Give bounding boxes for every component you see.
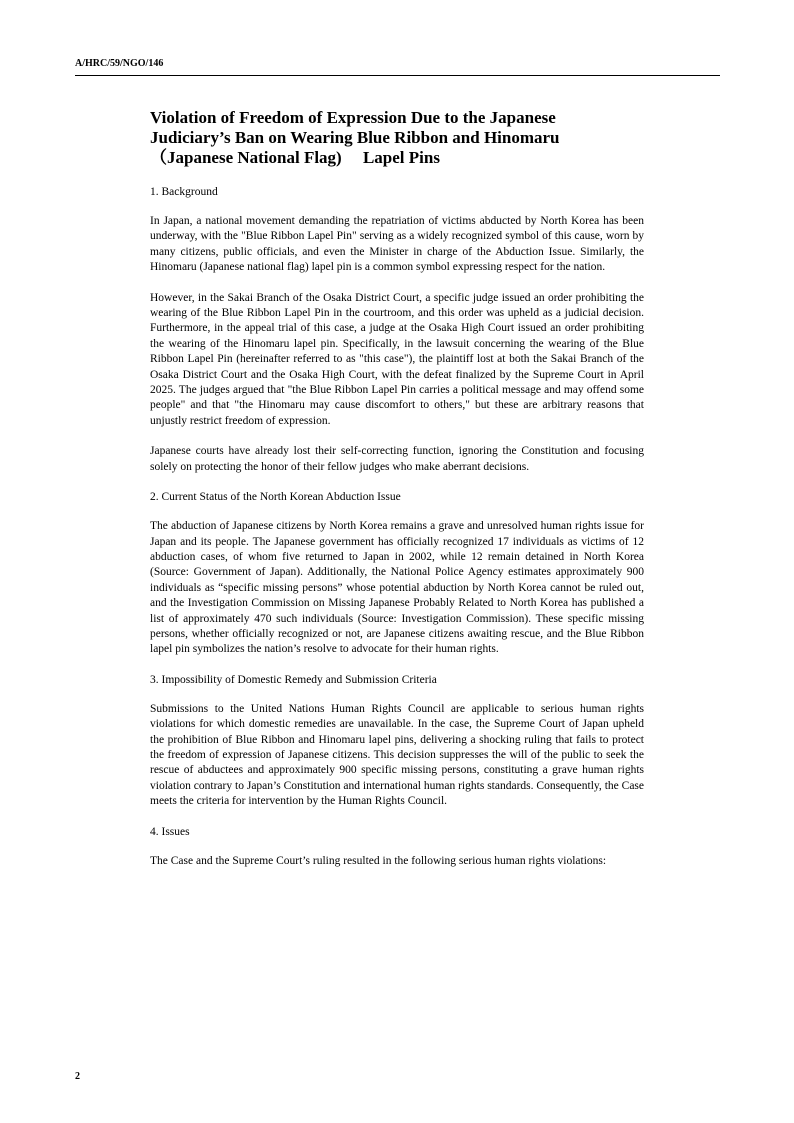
document-symbol: A/HRC/59/NGO/146 xyxy=(75,58,164,69)
paragraph: Japanese courts have already lost their self-correcting function, ignoring the Constitution and focusing solely on protecting the honor of their fellow judges who make aberrant decisions. xyxy=(150,445,644,473)
section-heading: 3. Impossibility of Domestic Remedy and Submission Criteria xyxy=(150,673,437,686)
section-heading: 1. Background xyxy=(150,186,218,198)
paragraph: The abduction of Japanese citizens by North Korea remains a grave and unresolved human rights issue for Japan and its people. The Japanese government has officially recognized 17 individuals as victims of 12 abduction cases, of whom five returned to Japan in 2002, while 12 remain detained in North Korea (Source: Government of Japan). Additionally, the National Police Agency estimates approximately 900 individuals as “specific missing persons” whose potential abduction by North Korea cannot be ruled out, and the Investigation Commission on Missing Japanese Probably Related to North Korea has published a list of approximately 470 such individuals (Source: Investigation Commission). These specific missing persons, whether officially recognized or not, are Japanese citizens awaiting rescue, and the Blue Ribbon lapel pin symbolizes the nation’s resolve to advocate for their human rights. xyxy=(150,520,644,656)
paragraph: The Case and the Supreme Court’s ruling resulted in the following serious human rights violations: xyxy=(150,854,607,867)
section-current-status xyxy=(150,490,644,658)
paragraph: In Japan, a national movement demanding the repatriation of victims abducted by North Korea has been underway, with the "Blue Ribbon Lapel Pin" serving as a widely recognized symbol of this cause, worn by many citizens, public officials, and even the Minister in charge of the Abduction Issue. Similarly, the Hinomaru (Japanese national flag) lapel pin is a common symbol expressing respect for the nation. xyxy=(150,215,644,274)
document-title xyxy=(150,108,644,168)
page-number: 2 xyxy=(75,1071,80,1082)
section-heading: 2. Current Status of the North Korean Abduction Issue xyxy=(150,491,401,504)
paragraph: However, in the Sakai Branch of the Osaka District Court, a specific judge issued an order prohibiting the wearing of the Blue Ribbon Lapel Pin in the courtroom, and this order was upheld as a judicial decision. Furthermore, in the appeal trial of this case, a judge at the Osaka High Court issued an order prohibiting the wearing of the Hinomaru lapel pin. Specifically, in the lawsuit concerning the wearing of the Blue Ribbon Lapel Pin (hereinafter referred to as "this case"), the plaintiff lost at both the Sakai Branch of the Osaka District Court and the Osaka High Court, with the defeat finalized by the Supreme Court in April 2025. The judges argued that "the Blue Ribbon Lapel Pin carries a political message and may offend some people" and that "the Hinomaru may cause discomfort to others," but these are arbitrary reasons that unjustly restrict freedom of expression. xyxy=(150,291,644,427)
section-issues xyxy=(150,825,644,869)
title-line: Judiciary’s Ban on Wearing Blue Ribbon and Hinomaru xyxy=(150,128,560,147)
section-background xyxy=(150,185,644,475)
document-body xyxy=(150,108,644,884)
title-line: Violation of Freedom of Expression Due to the Japanese xyxy=(150,108,556,127)
section-domestic-remedy xyxy=(150,673,644,810)
title-line: （Japanese National Flag) Lapel Pins xyxy=(150,148,440,167)
section-heading: 4. Issues xyxy=(150,825,190,838)
paragraph: Submissions to the United Nations Human Rights Council are applicable to serious human rights violations for which domestic remedies are unavailable. In the case, the Supreme Court of Japan upheld the prohibition of Blue Ribbon and Hinomaru lapel pins, delivering a shocking ruling that fails to protect the freedom of expression of Japanese citizens. This decision suppresses the will of the public to seek the rescue of abductees and approximately 900 specific missing persons, constituting a grave human rights violation contrary to Japan’s Constitution and international human rights standards. Consequently, the Case meets the criteria for intervention by the Human Rights Council. xyxy=(150,702,644,808)
header-divider xyxy=(75,75,720,76)
